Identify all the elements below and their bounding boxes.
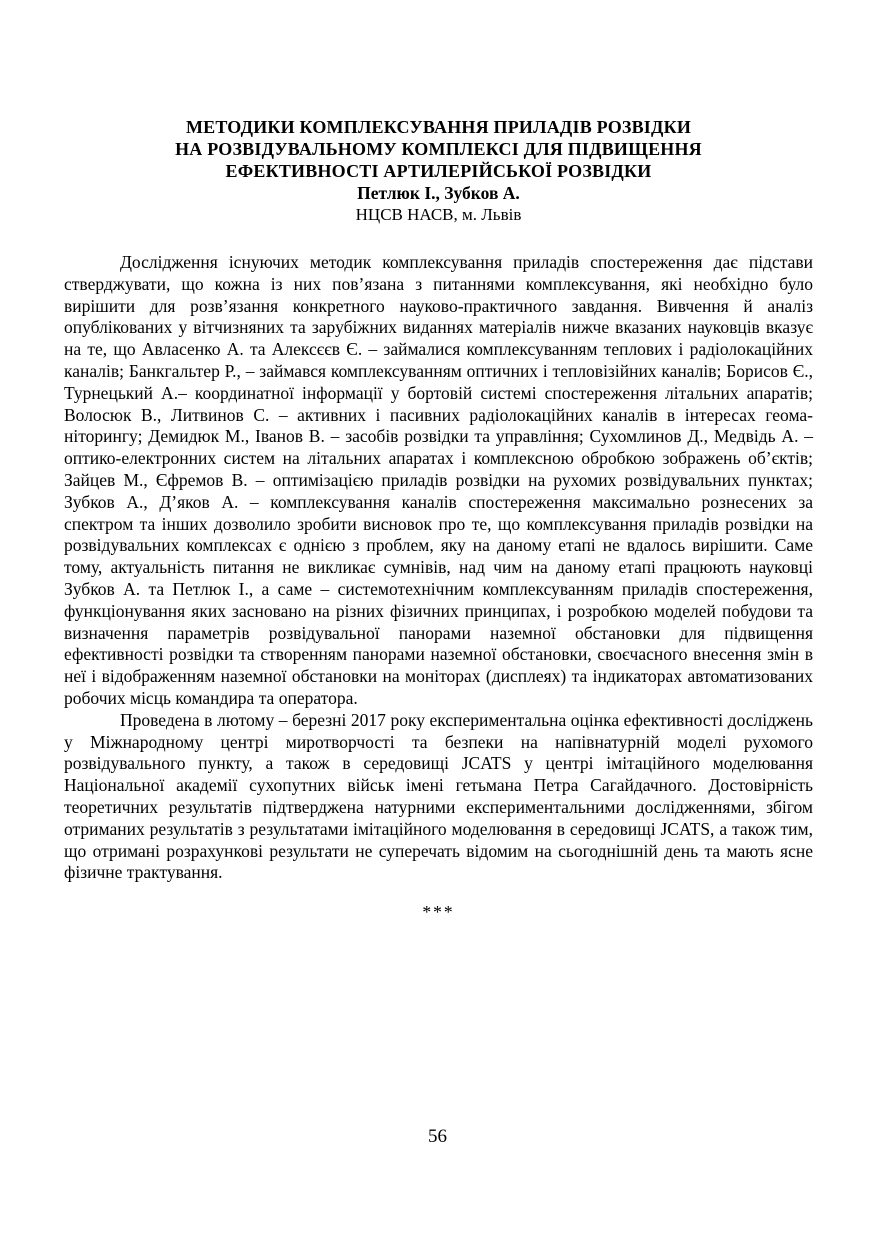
title-line-1: МЕТОДИКИ КОМПЛЕКСУВАННЯ ПРИЛАДІВ РОЗВІДКИ <box>185 117 692 137</box>
title-line-3: ЕФЕКТИВНОСТІ АРТИЛЕРІЙСЬКОЇ РОЗВІДКИ <box>225 161 652 181</box>
body-paragraph-2: Проведена в лютому – березні 2017 року експериментальна оцінка ефективності досліджень у Міжнародному центрі миротворчості та безпеки на напівнатурній моделі рухомого розвідувального пункту, а також в середовищі JCATS у центрі імітаційного моделювання Національної академії сухопутних військ імені гетьмана Петра Сагайдачного. Достовірність теоретичних результатів підтверджена натурними експериментальними дослідженнями, збігом отриманих результатів з результатами імітаційного моделювання в середовищі JCATS, а також тим, що отримані розрахункові результати не суперечать відомим на сьогоднішній день та мають ясне фізичне трактування. <box>64 709 813 883</box>
body-paragraph-1: Дослідження існуючих методик комплексування приладів спостереження дає підстави стверджувати, що кожна із них пов’язана з питаннями комплексування, які необхідно було вирішити для розв’язання конкретного науково-практичного завдання. Вивчення й аналіз опублікованих у вітчизняних та зарубіжних виданнях матеріалів нижче вказаних науковців вказує на те, що Авласенко А. та Алексєєв Є. – займалися комплексуванням теплових і радіолокаційних каналів; Банкгальтер Р., – займався комплексуванням оптичних і тепловізійних каналів; Борисов Є., Турнецький А.– координатної інформації у бортовій системі спостереження літальних апаратів; Волосюк В., Литвинов С. – активних і пасивних радіолокаційних каналів в інтересах геома-ніторингу; Демидюк М., Іванов В. – засобів розвідки та управління; Сухомлинов Д., Медвідь А. – оптико-електронних систем на літальних апаратах і комплексною обробкою зображень об’єктів; Зайцев М., Єфремов В. – оптимізацією приладів розвідки на рухомих розвідувальних пунктах; Зубков А., Д’яков А. – комплексування каналів спостереження максимально рознесених за спектром та інших дозволило зробити висновок про те, що комплексування приладів розвідки на розвідувальних комплексах є однією з проблем, яку на даному етапі не вдалось вирішити. Саме тому, актуальність питання не викликає сумнівів, над чим на даному етапі працюють науковці Зубков А. та Петлюк І., а саме – системотехнічним комплексуванням приладів спостереження, функціонування яких засновано на різних фізичних принципах, і розробкою моделей побудови та визначення параметрів розвідувальної панорами наземної обстановки для підвищення ефективності розвідки та створенням панорами наземної обстановки, своєчасного внесення змін в неї і відображенням наземної обстановки на моніторах (дисплеях) та індикаторах автоматизованих робочих місць командира та оператора. <box>64 252 813 708</box>
section-separator: *** <box>422 902 455 923</box>
article-affiliation: НЦСВ НАСВ, м. Львів <box>355 205 522 224</box>
article-header <box>64 116 813 226</box>
article-authors: Петлюк І., Зубков А. <box>357 183 520 203</box>
title-line-2: НА РОЗВІДУВАЛЬНОМУ КОМПЛЕКСІ ДЛЯ ПІДВИЩЕННЯ <box>175 139 702 159</box>
article-body <box>64 252 813 884</box>
page-number: 56 <box>428 1126 447 1147</box>
article-title <box>64 116 813 182</box>
